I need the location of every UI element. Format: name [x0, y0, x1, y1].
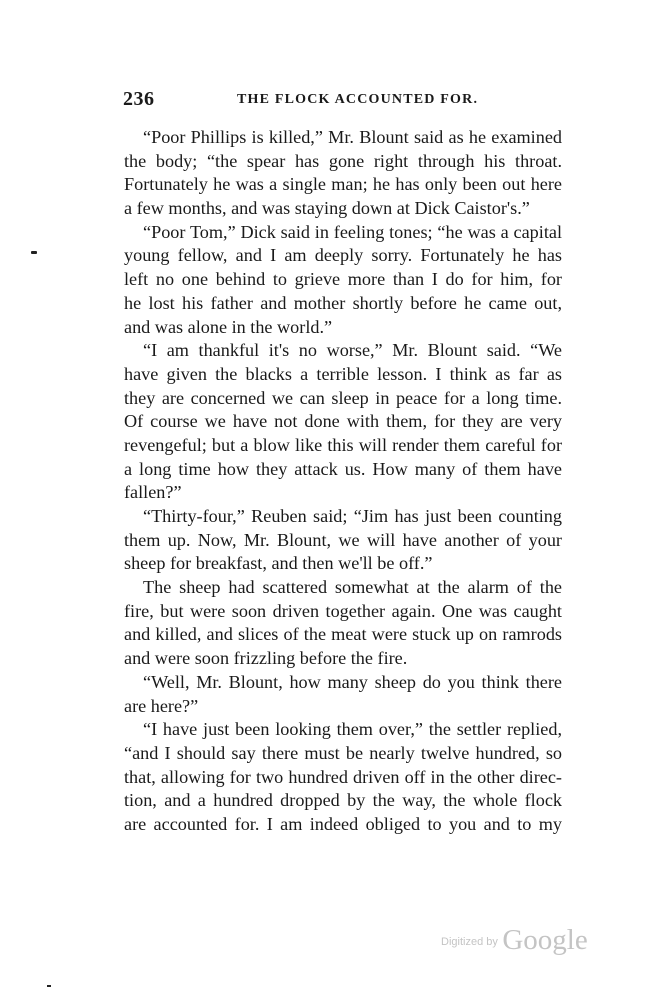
text-line: they are concerned we can sleep in peace for a long time.: [124, 387, 562, 408]
text-line: “I have just been looking them over,” the settler replied,: [143, 719, 562, 740]
text-line: sheep for breakfast, and then we'll be off.”: [124, 553, 433, 574]
text-line: and were soon frizzling before the fire.: [124, 648, 408, 669]
text-line: “Poor Phillips is killed,” Mr. Blount said as he examined: [143, 127, 562, 147]
text-line: the body; “the spear has gone right through his throat.: [124, 150, 562, 171]
margin-mark: [31, 251, 37, 254]
text-line: Fortunately he was a single man; he has only been out here: [124, 174, 562, 195]
text-line: “Well, Mr. Blount, how many sheep do you think there: [143, 671, 562, 692]
text-line: a few months, and was staying down at Dick Caistor's.”: [124, 198, 530, 219]
text-line: a long time how they attack us. How many of them have: [124, 458, 562, 479]
text-line: have given the blacks a terrible lesson. I think as far as: [124, 363, 562, 384]
text-line: are here?”: [124, 695, 199, 716]
text-line: “Poor Tom,” Dick said in feeling tones; “he was a capital: [143, 221, 562, 242]
watermark-prefix: Digitized by: [441, 936, 498, 948]
text-line: Of course we have not done with them, for they are very: [124, 411, 562, 432]
digitized-watermark: [441, 924, 588, 957]
body-text: [124, 126, 562, 837]
text-line: fallen?”: [124, 482, 182, 503]
text-line: “and I should say there must be nearly twelve hundred, so: [124, 742, 562, 763]
text-line: are accounted for. I am indeed obliged to you and to my: [124, 813, 562, 834]
running-title: THE FLOCK ACCOUNTED FOR.: [237, 92, 479, 107]
margin-mark: [47, 985, 51, 987]
text-line: and was alone in the world.”: [124, 316, 333, 337]
text-line: “Thirty-four,” Reuben said; “Jim has just been counting: [143, 506, 562, 526]
text-line: and killed, and slices of the meat were stuck up on ramrods: [124, 624, 562, 645]
page-number: 236: [123, 88, 155, 110]
text-line: “I am thankful it's no worse,” Mr. Blount said. “We: [143, 340, 562, 361]
text-line: The sheep had scattered somewhat at the alarm of the: [143, 577, 562, 598]
google-logo: Google: [502, 924, 588, 956]
text-line: tion, and a hundred dropped by the way, the whole flock: [124, 790, 562, 811]
text-line: young fellow, and I am deeply sorry. Fortunately he has: [124, 245, 562, 266]
text-line: fire, but were soon driven together again. One was caught: [124, 600, 562, 621]
text-line: revengeful; but a blow like this will render them careful for: [124, 434, 562, 455]
text-line: them up. Now, Mr. Blount, we will have another of your: [124, 529, 562, 550]
text-line: he lost his father and mother shortly before he came out,: [124, 292, 562, 313]
text-line: that, allowing for two hundred driven off in the other direc-: [124, 766, 562, 787]
text-line: left no one behind to grieve more than I do for him, for: [124, 269, 562, 290]
